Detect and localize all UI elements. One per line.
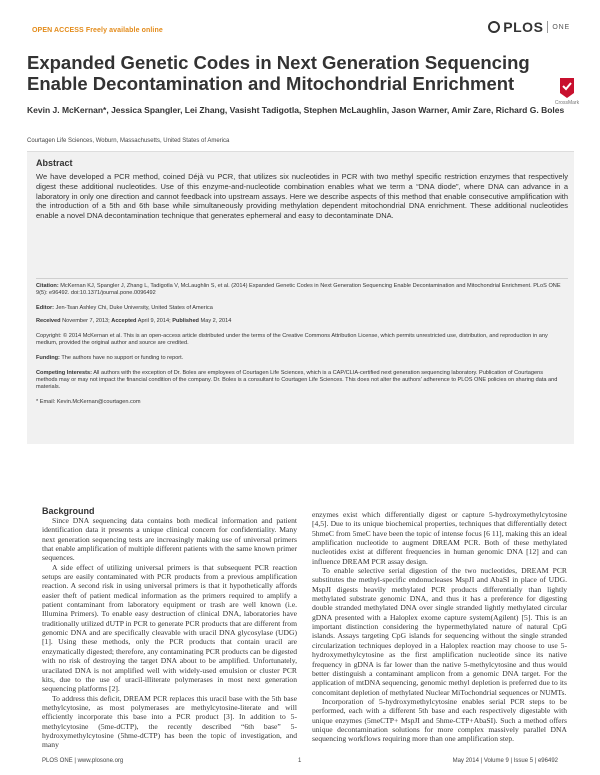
crossmark-icon bbox=[557, 76, 577, 100]
citation-label: Citation: bbox=[36, 283, 59, 289]
divider bbox=[36, 278, 568, 279]
paragraph: Incorporation of 5-hydroxymethylcytosine enables serial PCR steps to be performed, each with a different 5th base and each respectively digestable with unique enzymes (5meCTP+ MspJI and 5hme-CTP+AbaSI). Such a method offers unique decontamination solutions for more complex massively parallel DNA sequencing workflows requiring more than one amplification step. bbox=[312, 696, 567, 744]
body-column-left bbox=[42, 516, 297, 750]
plos-one-logo bbox=[488, 20, 570, 34]
editor-label: Editor: bbox=[36, 305, 55, 311]
plos-brand: PLOS bbox=[503, 19, 544, 35]
background-heading: Background bbox=[42, 506, 95, 516]
paragraph: A side effect of utilizing universal primers is that subsequent PCR reaction setups are easily contaminated with PCR products from a previous amplification reaction. A second risk in using universal primers is that it hypothetically affords easier theft of patient medical information as the primers required to amplify a patient contaminant from laboratory equipment or trash are well known (i.e. Illumina Primers). To enable easy destruction of clinical DNA, laboratories have traditionally utilized dUTP in PCR to generate PCR products that are different from genomic DNA and are specifically cleavable with uracil DNA glycosylase (UDG) [1]. Using these methods, only the PCR products that contain uracil are enzymatically digested; therefore, any contaminating PCR products can be digested with no risk of destroying the target DNA about to be amplified. Unfortunately, uracilated DNA is not amplified well with widely-used emulsion or cluster PCR kits, due to the use of uracil-illiterate polymerases in most next generation sequencing platforms [2]. bbox=[42, 562, 297, 694]
funding-line bbox=[36, 355, 566, 362]
editor-text: Jen-Tsan Ashley Chi, Duke University, United States of America bbox=[55, 305, 213, 311]
open-access-text: OPEN ACCESS Freely available online bbox=[32, 27, 163, 34]
abstract-text: We have developed a PCR method, coined Déjà vu PCR, that utilizes six nucleotides in PCR with two methyl specific restriction enzymes that respectively digest these additional nucleotides. Use of this enzyme-and-nucleotide combination enables what we term a “DNA diode”, where DNA can advance in a laboratory in only one direction and cannot feedback into upstream assays. Here we describe aspects of this method that enable consecutive amplification with the introduction of a 5th and 6th base while simultaneously providing methylation dependent mitochondrial DNA enrichment. These additional nucleotides enable a novel DNA decontamination technique that generates ephemeral and easy to decontaminate DNA. bbox=[36, 172, 568, 221]
plos-logo-icon bbox=[488, 21, 500, 33]
received-label: Received bbox=[36, 318, 61, 324]
editor-line bbox=[36, 305, 566, 312]
author-list: Kevin J. McKernan*, Jessica Spangler, Lei Zhang, Vasisht Tadigotla, Stephen McLaughlin, Jason Warner, Amir Zare, Richard G. Boles bbox=[27, 105, 565, 115]
published-label: Published bbox=[172, 318, 199, 324]
crossmark-label: CrossMark bbox=[554, 100, 580, 106]
competing-interests-line bbox=[36, 370, 566, 392]
page-number: 1 bbox=[298, 758, 302, 764]
published-date: May 2, 2014 bbox=[200, 318, 232, 324]
body-column-right bbox=[312, 510, 567, 744]
abstract-heading: Abstract bbox=[36, 158, 73, 168]
page-header bbox=[32, 20, 570, 42]
paragraph: Since DNA sequencing data contains both medical information and patient identification data it presents a unique clinical concern for confidentiality. Many next generation sequencing tests are increasingly making use of universal primers that enable amplification of multiple different patients with the same known primer sequences. bbox=[42, 516, 297, 563]
paragraph: To address this deficit, DREAM PCR replaces this uracil base with the 5th base methylcytosine, as most polymerases are methylcytosine-literate and will efficiently incorporate this base into a PCR product [3]. In addition to 5-methylcytosine (5me-dCTP), the recently described “6th base” 5-hydroxymethylcytosine (5hme-dCTP) has been the topic of investigation, and many bbox=[42, 693, 297, 750]
accepted-label: Accepted bbox=[111, 318, 137, 324]
affiliation: Courtagen Life Sciences, Woburn, Massachusetts, United States of America bbox=[27, 138, 230, 144]
funding-text: The authors have no support or funding to report. bbox=[61, 355, 184, 361]
crossmark-badge[interactable] bbox=[552, 76, 582, 106]
funding-label: Funding: bbox=[36, 355, 60, 361]
paragraph: To enable selective serial digestion of the two nucleotides, DREAM PCR substitutes the methyl-specific endonucleases MspJI and AbaSI in place of UDG. MspJI digests heavily methylated PCR products differentially than lightly methylated substrate genomic DNA, and thus it has a preference for digesting double stranded methylated DNA over single stranded lightly methylated circular gDNA presented with a Haloplex exome capture system(Agilent) [5]. This is an important distinction considering the hypermethylated nature of natural CpG islands. Assays targeting CpG islands for sequencing without the single stranded circularization techniques deployed in a Haloplex reaction may choose to use 5-hydroxymethylcytosine as the first amplification nucleotide since its native frequency in gDNA is far lower than the native 5-methylcytosine and thus would better distinguish a contaminant amplicon from a genomic DNA target. For the application of mtDNA sequencing, genomic methyl depletion is preferred due to its concomitant depletion of methylated Nuclear MiTochondrial sequences or NUMTs. bbox=[312, 566, 567, 697]
open-access-label bbox=[32, 27, 163, 34]
logo-divider bbox=[547, 21, 548, 33]
footer-issue: May 2014 | Volume 9 | Issue 5 | e96492 bbox=[452, 758, 558, 764]
email-line[interactable]: * Email: Kevin.McKernan@courtagen.com bbox=[36, 399, 141, 405]
competing-text: All authors with the exception of Dr. Boles are employees of Courtagen Life Sciences, which is a CAP/CLIA-certified next generation sequencing laboratory. Publication of Courtagens methods may or may not impact the financial condition of the company. Dr. Boles is a consultant to Courtagen Life Sciences. This does not alter the authors' adherence to PLOS ONE policies on sharing data and materials. bbox=[36, 370, 558, 391]
article-title: Expanded Genetic Codes in Next Generation Sequencing Enable Decontamination and Mitochondrial Enrichment bbox=[27, 52, 530, 94]
received-date: November 7, 2013; bbox=[62, 318, 110, 324]
accepted-date: April 9, 2014; bbox=[137, 318, 171, 324]
citation-text: McKernan KJ, Spangler J, Zhang L, Tadigotla V, McLaughlin S, et al. (2014) Expanded Genetic Codes in Next Generation Sequencing Enable Decontamination and Mitochondrial Enrichment. PLoS ONE 9(5): e96492. doi:10.1371/journal.pone.0096492 bbox=[36, 283, 561, 297]
competing-label: Competing Interests: bbox=[36, 370, 92, 376]
journal-name: ONE bbox=[552, 23, 570, 31]
copyright-line: Copyright: © 2014 McKernan et al. This is an open-access article distributed under the terms of the Creative Commons Attribution License, which permits unrestricted use, distribution, and reproduction in any medium, provided the original author and source are credited. bbox=[36, 333, 548, 347]
paragraph: enzymes exist which differentially digest or capture 5-hydroxymethylcytosine [4,5]. Due to its unique biochemical properties, techniques that differentially detect 5hmeC from 5meC have been the topic of intense focus [6 11], making this an ideal amplification nucleotide to augment DREAM PCR. Both of these methylated nucleotides exist at different frequencies in human genomic DNA [12] and can influence DREAM PCR assay design. bbox=[312, 510, 567, 566]
citation-line bbox=[36, 283, 566, 297]
footer-journal: PLOS ONE | www.plosone.org bbox=[42, 758, 124, 764]
dates-line bbox=[36, 318, 566, 325]
